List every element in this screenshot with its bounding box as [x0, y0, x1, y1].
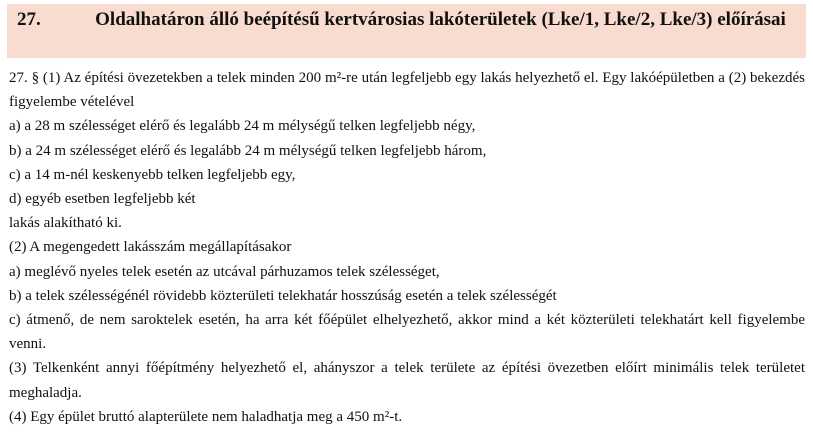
section-title: Oldalhatáron álló beépítésű kertvárosias lakóterületek (Lke/1, Lke/2, Lke/3) előírásai [95, 9, 786, 30]
paragraph-4: (4) Egy épület bruttó alapterülete nem haladhatja meg a 450 m²-t. [9, 408, 403, 425]
list-item-c: c) a 14 m-nél keskenyebb telken legfeljebb egy, [9, 166, 296, 183]
list-item-a: a) a 28 m szélességet elérő és legalább 24 m mélységű telken legfeljebb négy, [9, 118, 476, 135]
paragraph-2-lead: (2) A megengedett lakásszám megállapításakor [9, 239, 292, 256]
paragraph-3: (3) Telkenként annyi főépítmény helyezhető el, ahányszor a telek területe az építési övezetben előírt minimális telek területet meghaladja. [9, 360, 805, 401]
section-title-box [7, 4, 806, 58]
section-body [9, 66, 805, 429]
list-item-2c: c) átmenő, de nem saroktelek esetén, ha arra két főépület elhelyezhető, akkor mind a két közterületi telekhatárt kell figyelembe venni. [9, 312, 805, 353]
paragraph-1-lead: 27. § (1) Az építési övezetekben a telek minden 200 m²-re után legfeljebb egy lakás helyezhető el. Egy lakóépületben a (2) bekezdés figyelembe vételével [9, 70, 805, 111]
list-item-2b: b) a telek szélességénél rövidebb közterületi telekhatár hosszúság esetén a telek szélességét [9, 287, 557, 304]
paragraph-1-close: lakás alakítható ki. [9, 215, 122, 232]
list-item-d: d) egyéb esetben legfeljebb két [9, 191, 196, 208]
section-number: 27. [17, 9, 41, 30]
list-item-2a: a) meglévő nyeles telek esetén az utcával párhuzamos telek szélességet, [9, 263, 440, 280]
list-item-b: b) a 24 m szélességet elérő és legalább 24 m mélységű telken legfeljebb három, [9, 142, 487, 159]
